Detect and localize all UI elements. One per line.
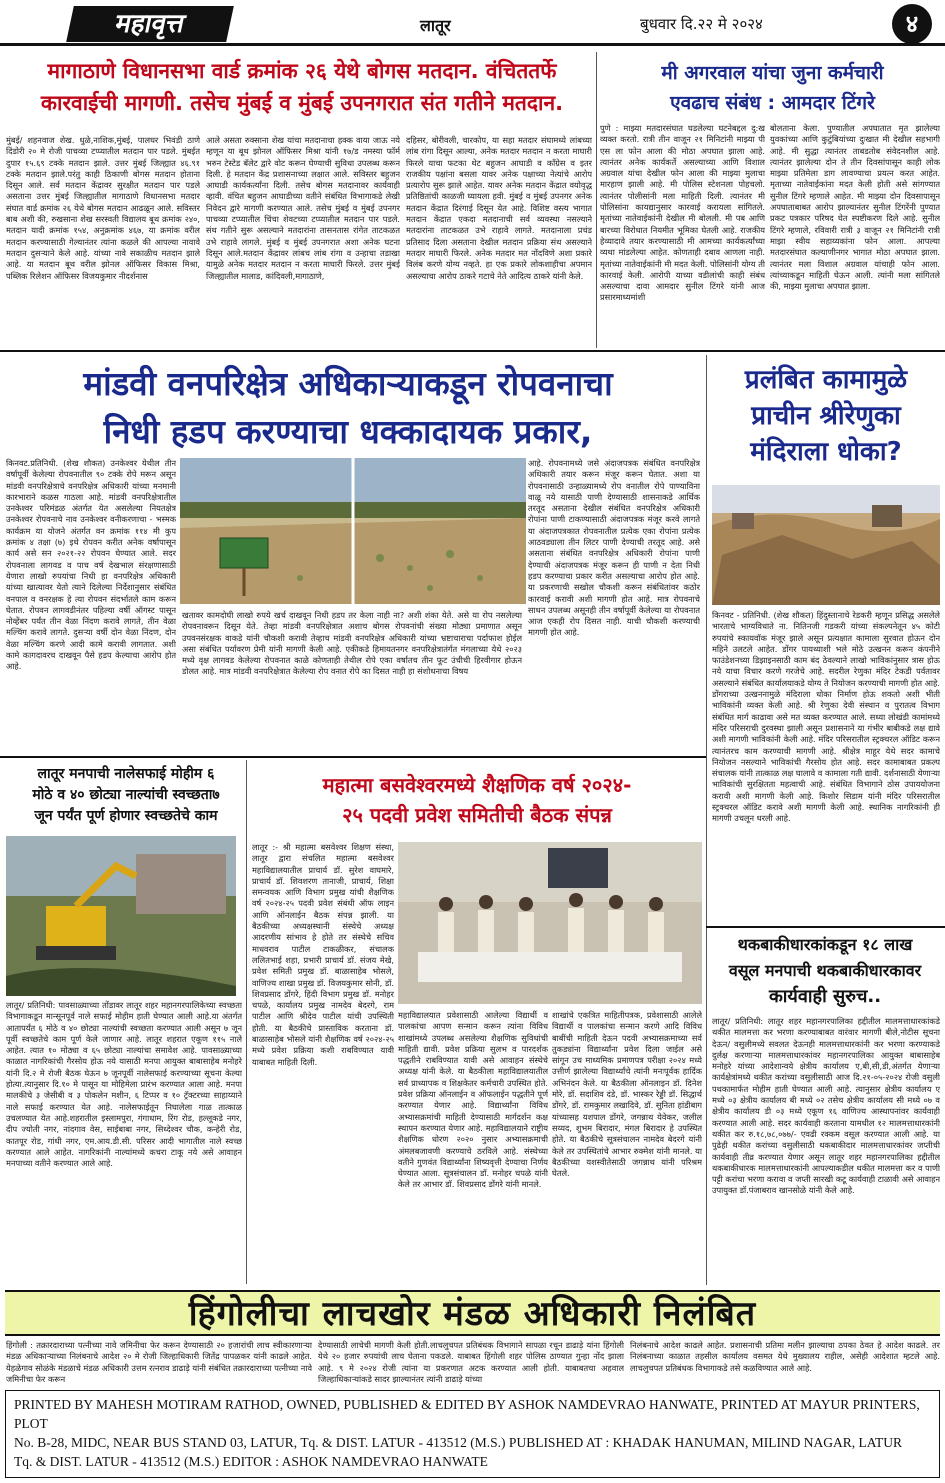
story1-headline	[12, 58, 592, 117]
forest-site-photo	[180, 458, 526, 604]
story6-col3: शाखांचे एकत्रित माहितीपत्रक, प्रवेशासाठी आलेले विद्यार्थी व पालकांचा सन्मान करणे आदि विविध बाबींची माहिती देऊन पदवी अभ्यासक्रमाच्या सर्व तुकड्यांना विद्यार्थ्यांना प्रवेश दिला जाईल असे सांगून उच माध्यमिक प्रमाणपत्र परीक्षा २०२४ मध्ये उत्तीर्ण झालेल्या विद्यार्थ्यांचे त्यांनी मनःपूर्वक हार्दिक अभिनंदन केले. या बैठकीला ऑनलाइन डॉ. दिनेश मोरे, डॉ. सदाशिव दंडे, डॉ. भास्कर रेड्डी डॉ. सिद्धार्थ डोंगरे, डॉ. रामकुमार लखादिवे, डॉ. सुनिता हांडीबाग यांच्यासह यशपाल डोंगरे, जगन्नाथ येवेकर, जलील सय्यद, शुभम बिरादार, मंगल बिरादार हे उपस्थित होते. या बैठकीचे सूत्रसंचालन नामदेव बेदरगे यांनी केले तर उपस्थितांचे आभार रुक्मेश यांनी मानले. या बैठकीच्या यशस्वीतेसाठी जगन्नाथ यांनी परिश्रम घेतले.	[552, 1010, 702, 1179]
story2-col2: बोलताना केला. पुण्यातील अपघातात मृत झालेल्या युवकांच्या आणि कुटुंबियांच्या दुःखात मी देखील सहभागी आहे. मी सुद्धा त्यानंतर ताबडतोब संवेदनशील आहे. त्यानंतर झालेल्या दोन ते तीन दिवसांपासून काही लोक माझ्या प्रतिमेला डाग लावण्याचा प्रयत्न करत आहेत. मृताच्या नातेवाईकांना मदत केली होती असे सांगण्यात सुनील टिंगरे म्हणाले आहेत. मी माझ्या दोन दिवसापासून अपघाताबाबत आरोप झाल्यानंतर सुनील टिंगरेंनी पुण्यात प्रकट पत्रकार परिषद घेत स्पष्टीकरण दिले आहे. सुनील टिंगरे म्हणाले, रविवारी रात्री ३ वाजून २१ मिनिटांनी रात्री माझा स्वीय सहाय्यकांना फोन आला. आपल्या मतदारसंघात कल्याणीनगर भागात मोठा अपघात झाला. त्यानंतर मला विशाल अग्रवाल यांचाही फोन आला. त्यांच्याकडून माहिती घेऊन आली. त्यांनी मला सांगितले की, माझ्या मुलाचा अपघात झाला.	[770, 123, 940, 292]
story7-headline	[710, 932, 940, 1010]
story4-headline-line1: प्रलंबित कामामुळे	[744, 365, 908, 395]
story1-col2: आले असता रुक्साना शेख यांचा मतदानाचा हक्क वाया जाऊ नये म्हणून या बूथ झोनल ऑफिसर मिश्रा यांनी १७/ड नमस्या फॉर्म भरुन टेस्टेड बॅलेट द्वारे वोट करून घेण्याची सुविधा उपलब्ध करून दिली. हे मतदान केंद्र प्रशासनाच्या लक्षात आले. सविस्तर बहुजन आघाडी कार्यकर्त्यांना दिली. तसेच बोगस मतदानावर कार्यवाही व्हावी. वंचित बहुजन आघाडीच्या वतीने संबंधित विभागाकडे लेखी निवेदन द्वारे मागणी करण्यात आले. तसेच मुंबई व मुंबई उपनगर पाचव्या टप्प्यातील चिंचा शेवटच्या टप्प्यातील मतदान पार पडले. संथ गतीने सुरू असल्याने मतदारांना तासनतास रांगेत ताटकळत उभे राहावे लागले. मुंबई व मुंबई उपनगरात अशा अनेक घटना दिसून आले.मतदान केंद्रावर लांबच लांब रांगा व उन्हाचा तडाखा यामुळे अनेक मतदार मतदान न करता माघारी फिरले. उत्तर मुंबई जिल्ह्यातील मालाड, कांदिवली,मागाठाणे,	[206, 135, 400, 281]
newspaper-name: महावृत्त	[66, 6, 234, 42]
story3-col2: खतावर कामदोघी लाखो रुपये खर्च दाखवून निधी हडप तर केला नाही ना? अशी शंका येते. असे या रोप नसलेल्या रोपवनावरून दिसून येते. तेव्हा मांडवी वनपरिक्षेत्रात अशाच बोगस रोपवनांची संख्या मोठ्या प्रमाणात असून उपवनसंरक्षक वाकडे यांनी चौकशी करावी तेव्हाच मांडवी वनपरिक्षेत्र अधिकारी यांच्या भ्रष्टाचाराचा पर्दाफाश होईल असा संबंधित पर्यावरण प्रेमी यांनी मागणी केली आहे. एकीकडे हिमायतनगर वनपरिक्षेत्रातंर्गत मंगलाच्या येथे २०२३ मध्ये वृक्ष लागवड केलेल्या रोपवनात काळे कोणताही तेथील रोपे एका वर्षातच तीन फूट उंचीची हिरवीगार होऊन डोलत आहे. मात्र मांडवी वनपरिक्षेत्रात केलेल्या रोप वनात रोपे का दिसत नाही हा संशोधनाचा विषय	[182, 610, 522, 677]
story4-headline-line3: मंदिराला धोका?	[750, 437, 902, 467]
story5-col1: लातूर/ प्रतिनिधी: पावसाळ्याच्या तोंडावर लातूर शहर महानगरपालिकेच्या स्वच्छता विभागाकडून मान्सूनपूर्व नाले सफाई मोहीम हाती घेण्यात आली आहे.या अंतर्गत आतापर्यंत ६ मोठे व ४० छोट्या नाल्यांची स्वच्छता करण्यात आली असून ७ जून पूर्वी स्वच्छतेचे काम पूर्ण केले जाणार आहे. लातूर शहरात एकूण ११५ नाले आहेत. त्यात १० मोठ्या व ६५ छोट्या नाल्यांचा समावेश आहे. पावसाळ्याच्या काळात नागरिकांची गैरसोय होऊ नये यासाठी मनपा आयुक्त बाबासाहेब मनोहरे यांनी दि.२ मे रोजी बैठक घेऊन ७ जूनपूर्वी नालेसफाई करण्याच्या सूचना केल्या होत्या.त्यानुसार दि.१० मे पासून या मोहिमेला प्रारंभ करण्यात आला आहे. मनपा मालकीचे ३ जेसीबी व ३ पोकलेन मशीन, ६ टिप्पर व १० ट्रॅक्टरच्या साहाय्याने नाले सफाई करण्यात येत आहे. नालेसफाईतून निघालेला गाळ तात्काळ उचलण्यात येत आहे.शहरातील इस्लामपुरा, गंगाधाम, रिंग रोड, हल्लूकडे नगर, दीप ज्योती नगर, नांदगाव वेस, साईबाबा नगर, सिध्देश्वर चौक, कन्हेरी रोड, कातपूर रोड, गांधी नगर, एम.आय.डी.सी. परिसर आदी भागातील नाले स्वच्छ करण्यात आले आहेत. नागरिकांनी नाल्यांमध्ये कचरा टाकू नये असे आवाहन मनपाच्या वतीने करण्यात आले आहे.	[6, 1000, 242, 1169]
story4-headline-line2: प्राचीन श्रीरेणुका	[751, 401, 901, 431]
story8-col2: देण्यासाठी लाचेची मागणी केली होती.लाचलुचपत प्रतिबंधक विभागाने सापळा रचून डाढाड़े यांना हिंगोली येथे २० हजार रुपयांची लाच घेताना पकडले. याबाबत हिंगोली शहर पोलिस ठाण्यात गुन्हा नोंद झाला आहे. ९ मे २०२४ रोजी त्यांना या प्रकरणात अटक करण्यात आली होती. याबाबतचा अहवाल जिल्हाधिकाऱ्यांकडे सादर झाल्यानंतर त्यांनी डाढाड़े यांच्या	[318, 1340, 624, 1384]
column-divider	[706, 355, 707, 1285]
story3-col1: किनवट.प्रतिनिधी. (शेख शौकत) उनकेश्वर येथील तीन वर्षापूर्वी केलेल्या रोपवनातील ९० टक्के रोपे मरून असून मांडवी वनपरिक्षेत्राचे वनपरिक्षेत्र अधिकारी यांच्या मनमानी कारभाराने कळस गाठला आहे. मांडवी वनपरिक्षेत्रातील उनकेश्वर परिमंडळ अंतर्गत येत असलेल्या नियतक्षेत्र उनकेश्वर रोपवनाचे नाव उनकेश्वर वनीकरणाचा - भस्मक कार्यक्रम या योजने अंतर्गत वन क्रमांक ११४ मी कुप क्रमांक ४ तक्षा (७) इथे रोपवन करीत अनेक वर्षापासून कार्य असे सन २०२१-२२ रोपवन घेण्यात आले. सदर रोपवनाला लागवड व पाच वर्ष देखभाल संरक्षणासाठी येणारा लाखो रुपयांचा निधी हा वनपरिक्षेत्र अधिकारी यांच्या खात्यावर येतो त्याने दिलेल्या निर्देशानुसार संबंधित वनपाल व वनरक्षक हे त्या रोपवन संदर्भातले काम करून घेतात. रोपवन लागवडीनंतर पहिल्या वर्षी ऑगस्ट पासून नोव्हेंबर पर्यंत तीन वेळा निंदण करावे लागते, तीन वेळा मल्चिंग करावे लागते. दुसऱ्या वर्षी दोन वेळा निंदण, दोन वेळा मल्चिंग करणे आदी कामे करावी लागतात. अशी कामे कागदावरच दाखवून पैसे हडप केल्याचा आरोप होत आहे.	[6, 458, 176, 672]
story1-col1: मुंबई/ शहनवाज शेख. धुळे,नाशिक,मुंबई, पालघर भिवंडी ठाणे दिंडोरी २० मे रोजी पाचव्या टप्प्यातील मतदान पार पडले. मुंबईत दुपार १५.६९ टक्के मतदान झाले. उत्तर मुंबई जिल्ह्यात ४६.९१ टक्के मतदान झाले.परंतु काही ठिकाणी बोगस मतदान होताना दिसून आले. सर्व मतदान केंद्रावर सुरक्षीत मतदान पार पडले असताना उत्तर मुंबई जिल्ह्यातील मागाठाणे विधानसभा मतदार संघात वार्ड क्रमांक २६ येथे बोगस मतदान आढळून आले. सविस्तर बाब अशी की, रुखसाना शेख सरस्वती विद्यालय बूथ क्रमांक २४०, मतदान यादी क्रमांक १५४, अनुक्रमांक ४६७, या क्रमांक वरील मतदान करण्यासाठी गेल्यानंतर त्यांना कळले की आपल्या नावावे मतदान दुसऱ्याने केले आहे. यांच्या नावे सकाळीच मतदान झाले आहे. या मतदान बूथ वरील झोनल ऑफिसर विकास मिश्रा, पब्लिक रिलेशन ऑफिसर विजयकुमार नीदर्शनास	[6, 135, 200, 281]
drain-cleaning-photo	[6, 836, 236, 996]
masthead-city: लातूर	[420, 16, 451, 35]
story2-headline-line1: मी अगरवाल यांचा जुना कर्मचारी	[661, 62, 884, 84]
column-divider	[246, 760, 247, 1284]
story7-col1: लातूर/ प्रतिनिधी: लातूर शहर महानगरपालिका हद्दीतील मालमत्ताधारकांकडे थकीत मालमत्ता कर भरणा करण्याबाबत वारंवार मागणी बीले,नोटीस सूचना देऊन/ वसुलीमध्ये सवलत देऊनही मालमत्ताधारकांनी कर भरणा करण्याकडे दुर्लक्ष करणाऱ्या मालमत्ताधारकांवर महानगरपालिका आयुक्त बाबासाहेब मनोहरे यांच्या आदेशान्वये क्षेत्रीय कार्यालय ए,बी,सी,डी,अंतर्गत येणाऱ्या कार्यक्षेत्रांमध्ये थकीत करांच्या वसुलीसाठी आज दि.२१-०५-२०२४ रोजी वसुली पथकामार्फत मोहीम हाती घेण्यात आली आहे. त्यानुसार क्षेत्रीय कार्यालय ए मध्ये ०३ क्षेत्रीय कार्यालय बी मध्ये ०२ तसेच क्षेत्रीय कार्यालय सी मध्ये ०७ व क्षेत्रीय कार्यालय डी ०३ मध्ये एकूण १६ वाणिज्य आस्थापनांवर कार्यवाही करण्यात आली आहे. सदर कार्यवाही करताना यामधील १२ मालमत्ताधारकांनी थकीत कर रु.१८,७८,०७७/- एवढी रक्कम वसूल करण्यात आली आहे. या पुढेही थकीत करांच्या वसुलीसाठी थकबाकीदार मालमत्ताधारकांवर जप्तीची कार्यवाही तीव्र करण्यात येणार असून लातूर शहर महानगरपालिका हद्दीतील थकबाकीधारक मालमत्ताधारकांनी आपल्याकडील थकीत मालमत्ता कर व पाणी पट्टी करांचा भरणा करावा व जप्ती सारखी कटू कार्यवाही टाळावी असे आवाहन उपायुक्त डॉ.पंजाबराव खानसोळे यांनी केले आहे.	[712, 1016, 940, 1196]
story6-col1: लातूर :- श्री महात्मा बसवेश्वर शिक्षण संस्था, लातूर द्वारा संचलित महात्मा बसवेश्वर महाविद्यालयातील प्राचार्य डॉ. सुरेश वाघमारे, प्राचार्य डॉ. शिवशरण तानाजी, प्राचार्य, शिक्षा समन्वयक आणि विभाग प्रमुख यांची शैक्षणिक वर्ष २०२४-२५ पदवी प्रवेश संबंधी ऑफ लाइन आणि ऑनलाईन बैठक संपन्न झाली. या बैठकीच्या अध्यक्षस्थानी संस्थेचे अध्यक्ष आदरणीय सांभाव हे होते तर संस्थेचे सचिव माधवराव पाटील टाकळीकर, संचालक ललितभाई शहा, प्रभारी प्राचार्य डॉ. संजय मेखे, प्रवेश समिती प्रमुख डॉ. बाळासाहेब भोसले, वाणिज्य शाखा प्रमुख डॉ. विजयकुमार सोनी, डॉ. शिवप्रसाद डोंगरे, हिंदी विभाग प्रमुख डॉ. मनोहर चपळे, कार्यालय प्रमुख नामदेव बेदरगे, राम पाटील आणि श्रीदेव पाटील यांची उपस्थिती होती. या बैठकीचे प्रास्ताविक करताना डॉ. बाळासाहेब भोसले यांनी शैक्षणिक वर्ष २०२४-२५ मध्ये प्रवेश प्रक्रिया कशी राबविण्यात यावी याबाबत माहिती दिली.	[252, 842, 394, 1067]
story4-headline	[712, 362, 940, 470]
story8-headline: हिंगोलीचा लाचखोर मंडळ अधिकारी निलंबित	[5, 1290, 940, 1336]
story6-headline-line1: महात्मा बसवेश्वरमध्ये शैक्षणिक वर्ष २०२४-	[322, 773, 632, 797]
page-number: ४	[892, 4, 932, 44]
imprint-line1: PRINTED BY MAHESH MOTIRAM RATHOD, OWNED, PUBLISHED & EDITED BY ASHOK NAMDEVRAO HANWATE, PRINTED AT MAYUR PRINTERS, PLOT	[14, 1397, 920, 1431]
imprint-line3: Tq. & DIST. LATUR - 413512 (M.S.) EDITOR : ASHOK NAMDEVRAO HANWATE	[14, 1454, 488, 1469]
story5-headline-line2: मोठे व ४० छोट्या नाल्यांची स्वच्छता७	[32, 787, 220, 803]
story2-headline-line2: एवढाच संबंध : आमदार टिंगरे	[670, 91, 875, 114]
story4-col1: किनवट - प्रतिनिधी. (शेख शौकत) हिंदुस्तानाचे रेडकरी म्हणून प्रसिद्ध असलेले भारताचे भाग्यविधाते ना. नितिनजी गडकरी यांच्या संकल्पनेतून ४५ कोटी रुपयांचे स्कायवॉक मंजूर झाले असून प्रत्यक्षात कामाला सुरवात होऊन दोन महिने उलटले आहेत. डोंगर पायथ्याशी भले मोठे उत्खनन करून कंपनीने फाउंडेशनच्या डिझाइनसाठी काम बंद ठेवल्याने लाखो भाविकांनुसार त्रास होऊ नये याचा विचार करणे गरजेचे आहे. सदरील रेणुका मंदिर टेकडी पर्वतावर असल्याने संबंधित कार्यालयाकडे योग्य ते नियोजन करण्याची मागणी होत आहे. डोंगराच्या उत्खननामुळे मंदिराला धोका निर्माण होऊ शकतो अशी भीती भाविकांनी व्यक्त केली आहे. श्री रेणुका देवी संस्थान व पुरातत्व विभाग संबंधित मार्ग काढावा असे मत व्यक्त करण्यात आले. सध्या लोखंडी कामांमध्ये मंदिर परिसराची दुरवस्था झाली असून प्रशासनाने या गंभीर बाबीकडे लक्ष द्यावे अशी मागणी भाविकांनी केली आहे. मंदिर परिसरातील स्ट्रक्चरल ऑडिट करून त्यानंतरच काम करण्याची मागणी आहे. श्रीक्षेत्र माहूर येथे सदर कामाचे नियोजन नसल्याने भाविकांची गैरसोय होत आहे. सदर कामाबाबत प्रकल्प संचालक यांनी तात्काळ लक्ष घालावे व कामाला गती द्यावी. दर्शनासाठी येणाऱ्या भाविकांची सुरक्षितता महत्वाची आहे. संबंधित विभागाने ठोस उपाययोजना करावी अशी मागणी केली आहे. किशोर सिडाम यांनी मंदिर परिसरातील स्ट्रक्चरल ऑडिट करावे अशी मागणी केली आहे. स्थानिक नागरिकांनी ही मागणी उचलून धरली आहे.	[712, 610, 940, 824]
story3-headline-line1: मांडवी वनपरिक्षेत्र अधिकाऱ्याकडून रोपवनाचा	[83, 364, 613, 403]
section-divider	[0, 756, 706, 758]
story1-headline-line2: कारवाईची मागणी. तसेच मुंबई व मुंबई उपनगरात संत गतीने मतदान.	[40, 91, 564, 116]
column-divider	[596, 52, 597, 348]
story8-col3: निलंबनाचे आदेश काढले आहेत. प्रशासनाची प्रतिमा मलीन झाल्याचा ठपका ठेवत हे आदेश काढले. तर निलंबनाच्या काळात तहसील कार्यालय वसमत येथे मुख्यालय राहील, असेही आदेशात म्हटले आहे. लाचलुचपत प्रतिबंधक विभागाकडे तसे कळविण्यात आले आहे.	[630, 1340, 940, 1373]
story5-headline	[6, 764, 246, 827]
temple-excavation-photo	[712, 485, 940, 605]
masthead-date: बुधवार दि.२२ मे २०२४	[640, 15, 763, 33]
imprint-line2: No. B-28, MIDC, NEAR BUS STAND 03, LATUR, Tq. & DIST. LATUR - 413512 (M.S.) PUBLISHED AT : KHADAK HANUMAN, MILIND NAGAR, LATUR	[14, 1435, 903, 1450]
story5-headline-line1: लातूर मनपाची नालेसफाई मोहीम ६	[37, 766, 215, 782]
story7-headline-line2: वसूल मनपाची थकबाकीधारकावर	[728, 961, 922, 980]
story2-headline	[605, 62, 940, 116]
story1-col3: दहिसर, बोरीवली, चारकोप, या सहा मतदार संघामध्ये लांबच्या लांब रांगा दिसून आल्या, अनेक मतदार मतदान न करता माघारी फिरले याचा फटका थेट बहुजन आघाडी व काँग्रेस व इतर राजकीय पक्षांना बसला यावर अनेक पक्षाच्या नेत्यांचे आरोप प्रत्यारोप सुरू झाले आहेत. यावर अनेक मतदान केंद्रात वयोवृद्ध प्रतिष्ठितांची काळजी घ्यायला हवी. मुंबई व मुंबई उपनगर अनेक मतदान केंद्रात दिरंगाई दिसून येत आहे. विशिष्ट वस्त्य भागात मतदान केंद्रात एकदा मतदानाची सर्व व्यवस्था नसल्याने मतदारांना ताटकळत उभे राहावे लागते. मतदानाला प्रचंड प्रतिसाद दिला असताना देखील मतदान प्रक्रिया संथ असल्याने मतदार माघारी फिरले. अनेक मतदार मत नोंदविणे अशा प्रकारे विलंब करणे योग्य नव्हते. हा एक प्रकारे लोकशाहीचा अपमान असल्याचा आरोप ठाकरे गटाचे नेते आदित्य ठाकरे यांनी केले.	[406, 135, 592, 281]
story3-headline	[8, 360, 688, 456]
story3-col3: आहे. रोपवनामध्ये जसे अंदाजपत्रक संबंधित वनपरिक्षेत्र अधिकारी तयार करून मंजूर करून घेतात. अशा या रोपवनासाठी उन्हाळ्यामध्ये रोप वनातील रोपे पाण्याविना वाळू नये यासाठी पाणी देण्यासाठी शासनाकडे आर्थिक तरतूद असताना देखील संबंधित वनपरिक्षेत्र अधिकारी रोपांना पाणी टाकण्यासाठी अंदाजपत्रक मंजूर करवे लागते या अंदाजपत्रकात रोपवनातील प्रत्येक एका रोपांना प्रत्येक आठवड्याला तीन लिटर पाणी देण्याची तरतूद आहे. असे असताना संबंधित वनपरिक्षेत्र अधिकारी रोपांना पाणी देण्याची अंदाजपत्रक मंजूर करून ही पाणी न देता निधी हडप करण्याचा प्रकार करीत असल्याचा आरोप होत आहे. या प्रकरणाची सखोल चौकशी करून संबंधितांवर कठोर कारवाई करावी अशी मागणी होत आहे. मात्र रोपवनाचे साधन उपलब्ध असूनही तीन वर्षापूर्वी केलेल्या या रोपवनात आज एकही रोप दिसत नाही. याची चौकशी करण्याची मागणी होत आहे.	[528, 458, 700, 638]
story7-headline-line3: कार्यवाही सुरुच..	[768, 986, 882, 1007]
imprint-footer	[5, 1390, 940, 1478]
story6-headline-line2: २५ पदवी प्रवेश समितीची बैठक संपन्न	[342, 803, 612, 827]
story6-headline	[250, 770, 704, 830]
masthead	[0, 0, 945, 46]
story2-col1: पुणे : माझ्या मतदारसंघात घडलेल्या घटनेबद्दल दु:ख व्यक्त करतो. रात्री तीन वाजून २१ मिनिटांनी माझ्या पी एस ला फोन आला की मोठा अपघात झाला आहे. त्यानंतर अनेक कार्यकर्ते असल्याच्या आणि विशाल अग्रवाल यांचा देखील फोन आला की माझ्या मुलाचा मारहाण झाली आहे. मी पोलिस स्टेशनला पोहचलो. त्यानंतर पोलीसांनी मला माहिती दिली. त्यानंतर मी पोलिसांना कायद्यानुसार कारवाई करायला सांगितले. मृतांच्या नातेवाईकांनी देखील मी बोलली. मी पब आणि बारच्या विरोधात नियमीत भूमिका घेतली आहे. राजकीय हेव्यादावे तयार करण्यासाठी मी आमच्या कार्यकर्त्यांच्या व्यथा मांडलेल्या आहेत. कोणताही दबाव आणला नाही. मृतांच्या नातेवाईकांनी मी मदत केली. पोलिसांनी योग्य ती कारवाई केली. आरोपी याच्या वडीलांची काही संबंध असल्याचा दावा आमदार सुनील टिंगरे यांनी आज प्रसारमाध्यमांशी	[600, 123, 765, 303]
story7-headline-line1: थकबाकीधारकांकडून १८ लाख	[737, 935, 913, 954]
story8-col1: हिंगोली : तक्रारदाराच्या पत्नीच्या नावे जमिनीचा फेर करून देण्यासाठी २० हजारांची लाच स्वीकारणाऱ्या मंडळ अधिकाऱ्याच्या निलंबनाचे आदेश २० मे रोजी जिल्हाधिकारी जितेंद्र पापळकर यांनी काढले आहेत. येहळेगाव सोळंके मंडळाचे मंडळ अधिकारी उत्तम रत्नराव डाढाड़े यांनी संबंधित तक्रारदाराच्या पत्नीच्या नावे जमिनीचा फेर करून	[6, 1340, 312, 1384]
story6-col2: महाविद्यालयात प्रवेशासाठी आलेल्या विद्यार्थी व पालकांचा आपण सन्मान करून त्यांना विविध शाखांमध्ये उपलब्ध असलेल्या शैक्षणिक सुविधांची माहिती द्यावी. प्रवेश प्रक्रिया सुलभ व पारदर्शक पद्धतीने राबविण्यात यावी असे आवाहन संस्थेचे अध्यक्ष यांनी केले. या बैठकीला महाविद्यालयातील सर्व प्राध्यापक व शिक्षकेतर कर्मचारी उपस्थित होते. प्रवेश प्रक्रिया ऑनलाईन व ऑफलाईन पद्धतीने पूर्ण करण्यात येणार आहे. विद्यार्थ्यांना विविध अभ्यासक्रमांची माहिती देण्यासाठी मार्गदर्शन कक्ष स्थापन करण्यात येणार आहे. महाविद्यालयाने राष्ट्रीय शैक्षणिक धोरण २०२० नुसार अभ्यासक्रमाची अंमलबजावणी करण्याचे ठरविले आहे. संस्थेच्या वतीने गुणवंत विद्यार्थ्यांना शिष्यवृत्ती देण्याचा निर्णय घेण्यात आला. सूत्रसंचालन डॉ. मनोहर चपळे यांनी केले तर आभार डॉ. शिवप्रसाद डोंगरे यांनी मानले.	[398, 1010, 548, 1190]
story1-headline-line1: मागाठाणे विधानसभा वार्ड क्रमांक २६ येथे बोगस मतदान. वंचिततर्फे	[47, 59, 557, 83]
section-divider	[0, 350, 945, 352]
story5-headline-line3: जून पर्यंत पूर्ण होणार स्वच्छतेचे काम	[34, 808, 218, 824]
meeting-photo	[398, 842, 702, 1004]
story3-headline-line2: निधी हडप करण्याचा धक्कादायक प्रकार,	[103, 412, 593, 451]
section-divider	[706, 926, 945, 928]
